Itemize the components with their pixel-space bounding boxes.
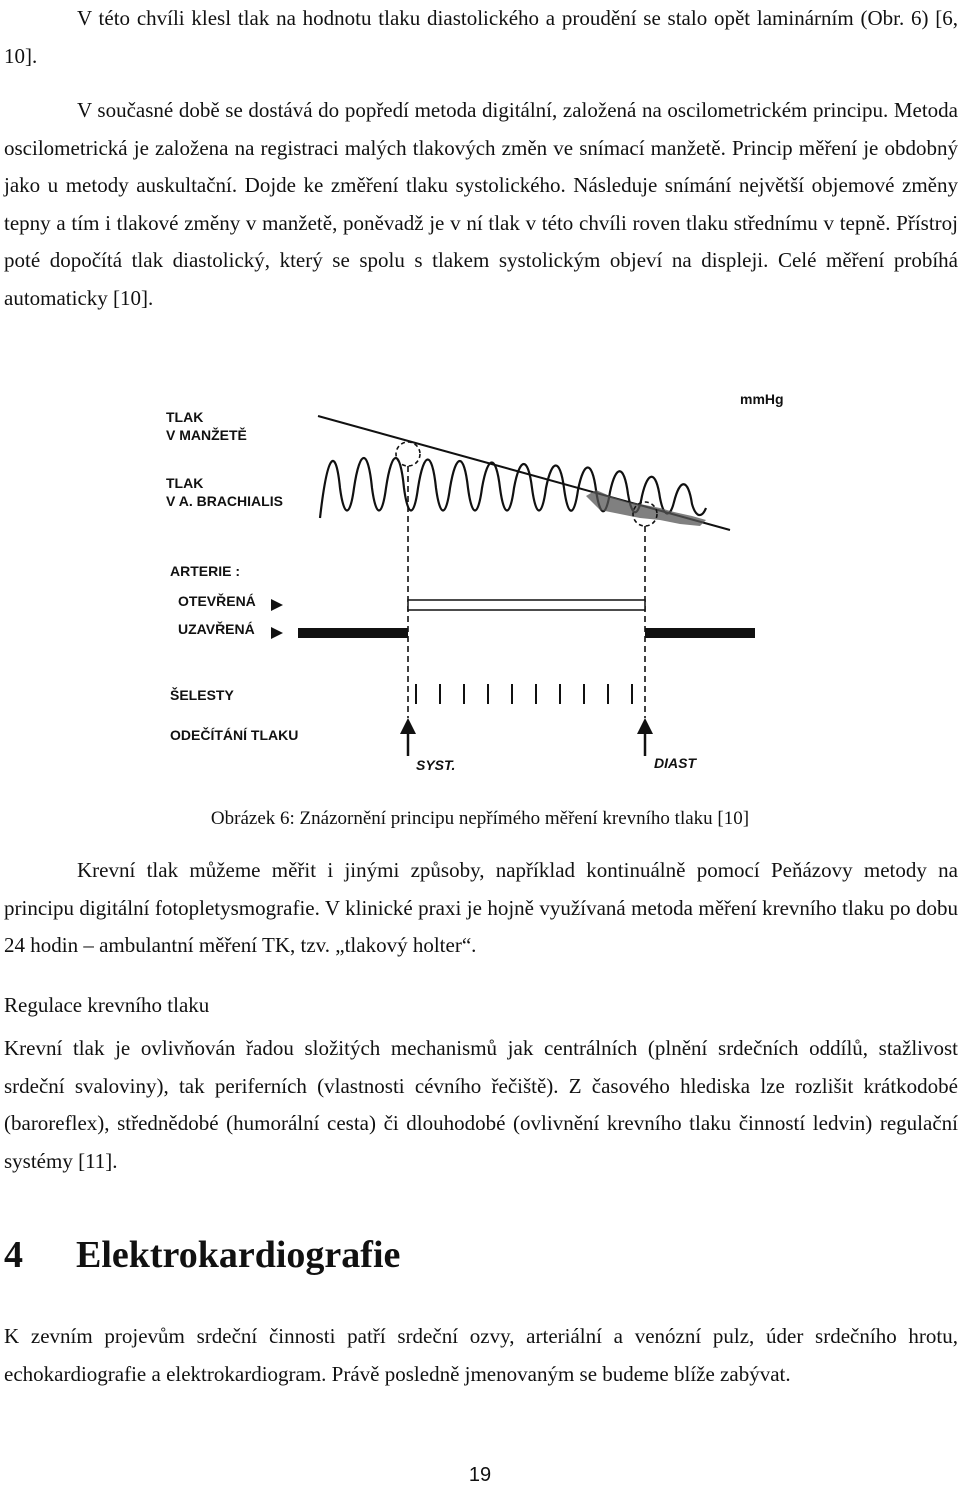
figure-caption: Obrázek 6: Znázornění principu nepřímého měření krevního tlaku [10] — [210, 808, 750, 829]
shaded-region — [586, 490, 706, 526]
artery-open-bar — [408, 600, 645, 610]
figure-svg — [140, 378, 820, 778]
figure-label-syst: SYST. — [416, 757, 456, 773]
figure-label-sounds: ŠELESTY — [170, 687, 234, 703]
chapter-heading — [4, 1233, 400, 1277]
sound-ticks — [416, 684, 632, 704]
figure-label-reading: ODEČÍTÁNÍ TLAKU — [170, 727, 299, 743]
paragraph-oscillometric-method: V současné době se dostává do popředí metoda digitální, založená na oscilometrickém principu. Metoda oscilometrická je založena na registraci malých tlakových změn ve snímací manžetě. Princip měření je obdobný jako u metody auskultační. Dojde ke změření tlaku systolického. Následuje snímání největší objemové změny tepny a tím i tlakové změny v manžetě, poněvadž je v ní tlak v této chvíli roven tlaku střednímu v tepně. Přístroj poté dopočítá tlak diastolický, který se spolu s tlakem systolickým objeví na displeji. Celé měření probíhá automaticky [10]. — [4, 98, 958, 310]
figure-label-cuff-1: TLAK — [166, 409, 204, 425]
figure-label-closed: UZAVŘENÁ — [178, 621, 255, 637]
paragraph-bp-regulation: Krevní tlak je ovlivňován řadou složitých mechanismů jak centrálních (plnění srdečních oddílů, stažlivost srdeční svaloviny), tak periferních (vlastnosti cévního řečiště). Z časového hlediska lze rozlišit krátkodobé (baroreflex), střednědobé (humorální cesta) či dlouhodobé (ovlivnění krevního tlaku činností ledvin) regulační systémy [11]. — [4, 1036, 958, 1173]
closed-marker-icon — [271, 627, 283, 639]
figure-label-brachial-2: V A. BRACHIALIS — [166, 493, 283, 509]
figure-label-brachial-1: TLAK — [166, 475, 204, 491]
paragraph-other-methods: Krevní tlak můžeme měřit i jinými způsoby, například kontinuálně pomocí Peňázovy metody na principu digitální fotopletysmografie. V klinické praxi je hojně využívaná metoda měření krevního tlaku po dobu 24 hodin – ambulantní měření TK, tzv. „tlakový holter“. — [4, 858, 958, 957]
chapter-title: Elektrokardiografie — [76, 1234, 401, 1276]
figure-label-open: OTEVŘENÁ — [178, 593, 256, 609]
diastolic-arrow-icon — [637, 718, 653, 756]
open-marker-icon — [271, 599, 283, 611]
systolic-arrow-icon — [400, 718, 416, 756]
paragraph-laminar-flow: V této chvíli klesl tlak na hodnotu tlaku diastolického a proudění se stalo opět laminárním (Obr. 6) [6, 10]. — [4, 6, 958, 68]
page-number: 19 — [468, 1464, 492, 1486]
figure-label-artery: ARTERIE : — [170, 563, 240, 579]
artery-closed-bar-right — [645, 628, 755, 638]
section-heading: Regulace krevního tlaku — [4, 993, 210, 1017]
artery-closed-bar-left — [298, 628, 408, 638]
paragraph-ecg-intro: K zevním projevům srdeční činnosti patří srdeční ozvy, arteriální a venózní pulz, úder srdečního hrotu, echokardiografie a elektrokardiogram. Právě posledně jmenovaným se budeme blíže zabývat. — [4, 1324, 958, 1386]
chapter-number: 4 — [4, 1234, 23, 1276]
figure-label-cuff-2: V MANŽETĚ — [166, 427, 247, 443]
figure-label-diast: DIAST — [654, 755, 696, 771]
blood-pressure-measurement-figure — [140, 378, 820, 778]
systolic-circle — [396, 442, 420, 466]
figure-label-unit: mmHg — [740, 391, 784, 407]
